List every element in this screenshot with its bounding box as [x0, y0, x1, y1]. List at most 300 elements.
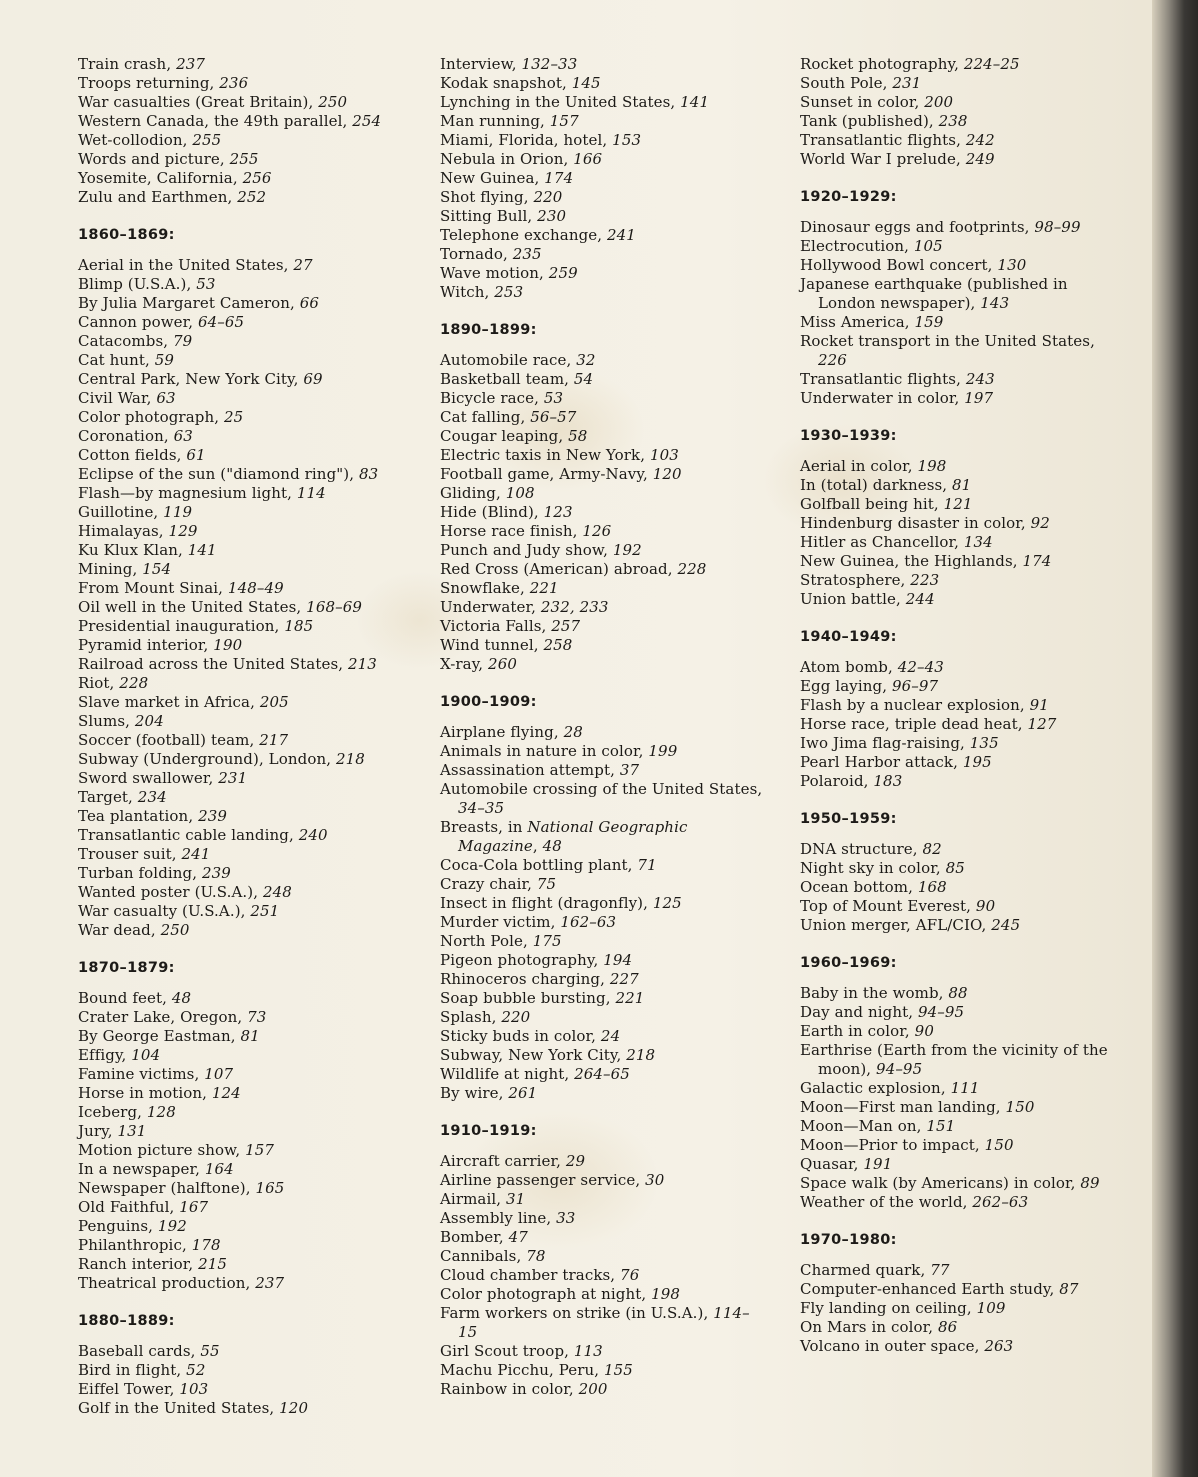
decade-heading: 1940–1949: — [800, 629, 897, 645]
index-entry — [78, 370, 438, 389]
index-section — [440, 693, 800, 1103]
index-entry — [800, 571, 1130, 590]
entry-title: Bicycle race, — [440, 389, 544, 407]
index-entry — [440, 1304, 768, 1342]
index-entry — [78, 427, 438, 446]
page-number: 157 — [549, 112, 579, 130]
entry-title: Splash, — [440, 1008, 502, 1026]
entry-title: Earth in color, — [800, 1022, 915, 1040]
entry-title: Yosemite, California, — [78, 169, 243, 187]
entry-title: Day and night, — [800, 1003, 918, 1021]
entry-title: Western Canada, the 49th parallel, — [78, 112, 353, 130]
page-number: 200 — [578, 1380, 608, 1398]
page-number: 192 — [157, 1217, 187, 1235]
page-number: 103 — [649, 446, 679, 464]
index-column-3 — [800, 55, 1130, 1356]
page-number: 221 — [615, 989, 645, 1007]
entry-title: Bird in flight, — [78, 1361, 187, 1379]
entry-title: Union merger, AFL/CIO, — [800, 916, 992, 934]
index-entry — [800, 1098, 1130, 1117]
index-entry — [800, 590, 1130, 609]
entry-title: Hollywood Bowl concert, — [800, 256, 998, 274]
index-section — [800, 188, 1130, 408]
decade-heading: 1880–1889: — [78, 1313, 175, 1329]
entry-title: Rocket transport in the United States, — [800, 332, 1095, 350]
entry-title: Slave market in Africa, — [78, 693, 260, 711]
index-entry — [78, 1380, 438, 1399]
entry-title: Animals in nature in color, — [440, 742, 649, 760]
entry-title: Tank (published), — [800, 112, 939, 130]
page-number: 197 — [964, 389, 994, 407]
entry-title: Transatlantic flights, — [800, 370, 966, 388]
page-number: 218 — [335, 750, 365, 768]
entry-title: Automobile race, — [440, 351, 577, 369]
page-number: 261 — [508, 1084, 538, 1102]
index-entry — [440, 1171, 800, 1190]
page-number: 132–33 — [521, 55, 578, 73]
page-number: 227 — [609, 970, 639, 988]
entry-title: South Pole, — [800, 74, 893, 92]
index-section — [78, 226, 438, 940]
entry-title: Kodak snapshot, — [440, 74, 572, 92]
entry-title: Cougar leaping, — [440, 427, 569, 445]
index-column-2 — [440, 55, 800, 1399]
entry-title: Train crash, — [78, 55, 177, 73]
index-entry — [78, 1065, 438, 1084]
page-number: 255 — [192, 131, 222, 149]
decade-heading: 1870–1879: — [78, 960, 175, 976]
index-entry — [800, 677, 1130, 696]
index-entry — [440, 503, 800, 522]
entry-title: Lynching in the United States, — [440, 93, 681, 111]
page-number: 53 — [196, 275, 216, 293]
entry-title: Subway, New York City, — [440, 1046, 627, 1064]
page-number: 239 — [202, 864, 231, 882]
page-number: 263 — [984, 1337, 1014, 1355]
index-entry — [800, 332, 1128, 370]
index-entry — [440, 560, 800, 579]
page-number: 47 — [508, 1228, 528, 1246]
page-number: 55 — [200, 1342, 220, 1360]
entry-title: Punch and Judy show, — [440, 541, 613, 559]
index-entry — [440, 283, 800, 302]
page-number: 92 — [1030, 514, 1050, 532]
index-entry — [800, 1079, 1130, 1098]
index-entry — [440, 1065, 800, 1084]
decade-heading: 1910–1919: — [440, 1123, 537, 1139]
index-entry — [800, 55, 1130, 74]
page-number: 224–25 — [963, 55, 1020, 73]
index-entry — [440, 951, 800, 970]
index-entry — [78, 1103, 438, 1122]
page-number: 63 — [173, 427, 193, 445]
page-number: 220 — [501, 1008, 531, 1026]
page-number: 153 — [612, 131, 642, 149]
page-number: 107 — [204, 1065, 234, 1083]
page-number: 128 — [146, 1103, 176, 1121]
page-number: 64–65 — [198, 313, 245, 331]
entry-title: Galactic explosion, — [800, 1079, 951, 1097]
entry-title: Assassination attempt, — [440, 761, 620, 779]
index-entry — [78, 522, 438, 541]
page-number: 253 — [494, 283, 524, 301]
index-entry — [78, 693, 438, 712]
index-entry — [800, 389, 1130, 408]
page-number: 155 — [604, 1361, 633, 1379]
index-entry — [440, 389, 800, 408]
index-entry — [440, 1046, 800, 1065]
entry-title: Ocean bottom, — [800, 878, 918, 896]
page-number: 134 — [963, 533, 993, 551]
index-entry — [440, 446, 800, 465]
index-entry — [78, 446, 438, 465]
index-entry — [440, 522, 800, 541]
index-entry — [78, 617, 438, 636]
entry-title: Bound feet, — [78, 989, 172, 1007]
entry-title: Volcano in outer space, — [800, 1337, 985, 1355]
index-entry — [800, 1318, 1130, 1337]
entry-title: Egg laying, — [800, 677, 892, 695]
entry-title: Blimp (U.S.A.), — [78, 275, 197, 293]
entry-title: Aerial in color, — [800, 457, 918, 475]
page-number: 91 — [1029, 696, 1049, 714]
index-entry — [78, 636, 438, 655]
entry-title: Automobile crossing of the United States, — [440, 780, 763, 798]
page-number: 194 — [603, 951, 633, 969]
page-number: 34–35 — [458, 799, 505, 817]
decade-heading: 1860–1869: — [78, 227, 175, 243]
entry-title: Himalayas, — [78, 522, 169, 540]
page-number: 96–97 — [891, 677, 939, 695]
page-number: 232, 233 — [540, 598, 609, 616]
decade-heading: 1970–1980: — [800, 1232, 897, 1248]
page-number: 221 — [529, 579, 559, 597]
index-entry — [800, 313, 1130, 332]
page-number: 241 — [607, 226, 636, 244]
page-number: 129 — [168, 522, 198, 540]
entry-title: War dead, — [78, 921, 161, 939]
index-entry — [440, 264, 800, 283]
index-entry — [440, 598, 800, 617]
index-entry — [800, 1174, 1130, 1193]
entry-title: Shot flying, — [440, 188, 534, 206]
entry-title: Cotton fields, — [78, 446, 187, 464]
index-entry — [440, 818, 768, 856]
index-entry — [440, 1247, 800, 1266]
entry-title: On Mars in color, — [800, 1318, 939, 1336]
index-entry — [78, 465, 438, 484]
entry-title: Penguins, — [78, 1217, 158, 1235]
entry-title: Witch, — [440, 283, 495, 301]
index-entry — [800, 916, 1130, 935]
index-entry — [78, 1361, 438, 1380]
page-number: 69 — [303, 370, 323, 388]
entry-title: Nebula in Orion, — [440, 150, 574, 168]
entry-title: Space walk (by Americans) in color, — [800, 1174, 1081, 1192]
decade-heading: 1900–1909: — [440, 694, 537, 710]
index-entry — [78, 769, 438, 788]
page-number: 94–95 — [876, 1060, 923, 1078]
page-number: 215 — [198, 1255, 228, 1273]
book-spine-edge — [1152, 0, 1198, 1477]
index-entry — [78, 332, 438, 351]
index-entry — [800, 734, 1130, 753]
entry-title: By Julia Margaret Cameron, — [78, 294, 300, 312]
page-number: 37 — [619, 761, 640, 779]
page-number: 228 — [119, 674, 149, 692]
entry-title: Zulu and Earthmen, — [78, 188, 238, 206]
entry-title: Sticky buds in color, — [440, 1027, 601, 1045]
index-entry — [440, 970, 800, 989]
index-entry — [800, 495, 1130, 514]
page-number: 165 — [255, 1179, 285, 1197]
index-entry — [440, 913, 800, 932]
page-number: 42–43 — [897, 658, 944, 676]
page-number: 195 — [962, 753, 992, 771]
index-entry — [440, 1266, 800, 1285]
page-number: 226 — [818, 351, 847, 369]
entry-title: Victoria Falls, — [440, 617, 552, 635]
entry-title: Girl Scout troop, — [440, 1342, 574, 1360]
index-entry — [440, 1008, 800, 1027]
page-number: 213 — [348, 655, 377, 673]
page-number: 90 — [975, 897, 996, 915]
entry-title: Wave motion, — [440, 264, 549, 282]
page-number: 244 — [905, 590, 935, 608]
index-entry — [440, 55, 800, 74]
entry-title: Assembly line, — [440, 1209, 557, 1227]
index-entry — [440, 1027, 800, 1046]
entry-title: Pigeon photography, — [440, 951, 604, 969]
page-number: 24 — [600, 1027, 621, 1045]
index-entry — [800, 533, 1130, 552]
entry-title: Words and picture, — [78, 150, 230, 168]
page-number: 32 — [576, 351, 596, 369]
index-section — [78, 959, 438, 1293]
index-entry — [800, 476, 1130, 495]
page-number: 81 — [240, 1027, 260, 1045]
entry-title: Color photograph at night, — [440, 1285, 652, 1303]
entry-title: Horse in motion, — [78, 1084, 212, 1102]
page-number: 82 — [922, 840, 942, 858]
page-number: 258 — [543, 636, 573, 654]
index-entry — [78, 674, 438, 693]
page-number: 234 — [137, 788, 167, 806]
entry-title: Presidential inauguration, — [78, 617, 285, 635]
page-number: 141 — [680, 93, 710, 111]
entry-title: Red Cross (American) abroad, — [440, 560, 678, 578]
page-number: 240 — [298, 826, 328, 844]
entry-title: Golf in the United States, — [78, 1399, 280, 1417]
index-section — [800, 427, 1130, 609]
entry-title: Airmail, — [440, 1190, 506, 1208]
index-entry — [78, 731, 438, 750]
entry-title: Turban folding, — [78, 864, 202, 882]
index-entry — [78, 1255, 438, 1274]
page-number: 33 — [556, 1209, 576, 1227]
entry-title: Golfball being hit, — [800, 495, 944, 513]
index-entry — [800, 112, 1130, 131]
page-number: 120 — [652, 465, 682, 483]
page-number: 75 — [536, 875, 557, 893]
index-entry — [440, 74, 800, 93]
page-number: 30 — [645, 1171, 665, 1189]
page-number: 59 — [154, 351, 175, 369]
entry-title: Farm workers on strike (in U.S.A.), — [440, 1304, 714, 1322]
index-entry — [440, 245, 800, 264]
page-number: 151 — [926, 1117, 956, 1135]
page-number: 58 — [568, 427, 588, 445]
entry-title: Effigy, — [78, 1046, 132, 1064]
page-number: 174 — [544, 169, 574, 187]
page-number: 61 — [186, 446, 206, 464]
entry-title: Machu Picchu, Peru, — [440, 1361, 605, 1379]
page-number: 241 — [181, 845, 211, 863]
page-number: 66 — [299, 294, 320, 312]
entry-title: Quasar, — [800, 1155, 864, 1173]
entry-title: Sword swallower, — [78, 769, 219, 787]
entry-title: X-ray, — [440, 655, 489, 673]
entry-title: Cat hunt, — [78, 351, 155, 369]
page-number: 259 — [548, 264, 578, 282]
page-number: 252 — [237, 188, 267, 206]
page-number: 190 — [213, 636, 243, 654]
entry-title: Aircraft carrier, — [440, 1152, 566, 1170]
index-entry — [800, 1155, 1130, 1174]
index-entry — [800, 1261, 1130, 1280]
entry-title: Tea plantation, — [78, 807, 199, 825]
entry-title: Rainbow in color, — [440, 1380, 579, 1398]
index-entry — [440, 351, 800, 370]
page-number: 113 — [573, 1342, 603, 1360]
entry-title: Tornado, — [440, 245, 513, 263]
entry-title: Bomber, — [440, 1228, 509, 1246]
entry-title: Computer-enhanced Earth study, — [800, 1280, 1060, 1298]
page-number: 204 — [134, 712, 164, 730]
decade-heading: 1890–1899: — [440, 322, 537, 338]
entry-title-suffix: , — [532, 837, 543, 855]
entry-title-italic: National Geographic Magazine — [458, 818, 688, 855]
decade-heading: 1950–1959: — [800, 811, 897, 827]
page-number: 185 — [284, 617, 314, 635]
entry-title: Iceberg, — [78, 1103, 147, 1121]
index-entry — [800, 1299, 1130, 1318]
entry-title: Motion picture show, — [78, 1141, 246, 1159]
index-entry — [78, 1179, 438, 1198]
page-number: 255 — [229, 150, 259, 168]
page-number: 223 — [910, 571, 940, 589]
entry-title: Polaroid, — [800, 772, 874, 790]
entry-title: Rocket photography, — [800, 55, 964, 73]
page-number: 56–57 — [530, 408, 577, 426]
page-number: 250 — [318, 93, 348, 111]
index-entry — [78, 788, 438, 807]
page-number: 198 — [917, 457, 947, 475]
index-section — [800, 954, 1130, 1212]
page-number: 125 — [652, 894, 682, 912]
page-number: 254 — [352, 112, 382, 130]
page-number: 231 — [218, 769, 248, 787]
index-entry — [78, 313, 438, 332]
index-entry — [78, 902, 438, 921]
page-number: 126 — [582, 522, 612, 540]
page-number: 168 — [917, 878, 947, 896]
index-entry — [440, 1361, 800, 1380]
entry-title: Union battle, — [800, 590, 906, 608]
index-entry — [78, 1217, 438, 1236]
entry-title: Wanted poster (U.S.A.), — [78, 883, 263, 901]
index-section — [440, 1122, 800, 1399]
index-entry — [78, 655, 438, 674]
page-number: 119 — [163, 503, 193, 521]
index-entry — [78, 188, 438, 207]
index-entry — [440, 617, 800, 636]
page-number: 52 — [186, 1361, 206, 1379]
index-entry — [78, 408, 438, 427]
entry-title: Hitler as Chancellor, — [800, 533, 964, 551]
index-entry — [800, 275, 1128, 313]
page-number: 71 — [637, 856, 657, 874]
entry-title: Pearl Harbor attack, — [800, 753, 963, 771]
index-entry — [78, 1274, 438, 1293]
index-entry — [78, 750, 438, 769]
entry-title: Ranch interior, — [78, 1255, 199, 1273]
entry-title: Insect in flight (dragonfly), — [440, 894, 653, 912]
index-entry — [440, 226, 800, 245]
index-entry — [800, 878, 1130, 897]
entry-title: Cannibals, — [440, 1247, 527, 1265]
index-entry — [800, 1280, 1130, 1299]
index-entry — [440, 856, 800, 875]
page-number: 228 — [677, 560, 707, 578]
entry-title: Snowflake, — [440, 579, 530, 597]
index-section — [78, 55, 438, 207]
index-entry — [800, 457, 1130, 476]
entry-title: Atom bomb, — [800, 658, 898, 676]
entry-title: Oil well in the United States, — [78, 598, 307, 616]
entry-title: Flash—by magnesium light, — [78, 484, 297, 502]
index-entry — [440, 131, 800, 150]
page-number: 148–49 — [227, 579, 284, 597]
entry-title: Eiffel Tower, — [78, 1380, 180, 1398]
index-entry — [800, 514, 1130, 533]
entry-title: Earthrise (Earth from the vicinity of the moon), — [800, 1041, 1108, 1078]
page-number: 230 — [537, 207, 567, 225]
entry-title: Catacombs, — [78, 332, 173, 350]
index-entry — [440, 541, 800, 560]
entry-title: Philanthropic, — [78, 1236, 192, 1254]
index-entry — [78, 560, 438, 579]
index-entry — [440, 207, 800, 226]
index-entry — [78, 1122, 438, 1141]
entry-title: Telephone exchange, — [440, 226, 608, 244]
page-number: 53 — [543, 389, 564, 407]
entry-title: Trouser suit, — [78, 845, 182, 863]
page-number: 48 — [542, 837, 562, 855]
entry-title: Breasts, in — [440, 818, 528, 836]
index-entry — [440, 1285, 800, 1304]
entry-title: Wind tunnel, — [440, 636, 544, 654]
entry-title: Eclipse of the sun ("diamond ring"), — [78, 465, 359, 483]
entry-title: Theatrical production, — [78, 1274, 256, 1292]
page-number: 29 — [565, 1152, 586, 1170]
entry-title: Crater Lake, Oregon, — [78, 1008, 248, 1026]
page-number: 105 — [913, 237, 943, 255]
page-number: 166 — [573, 150, 603, 168]
index-entry — [78, 484, 438, 503]
entry-title: Coronation, — [78, 427, 174, 445]
index-entry — [440, 465, 800, 484]
